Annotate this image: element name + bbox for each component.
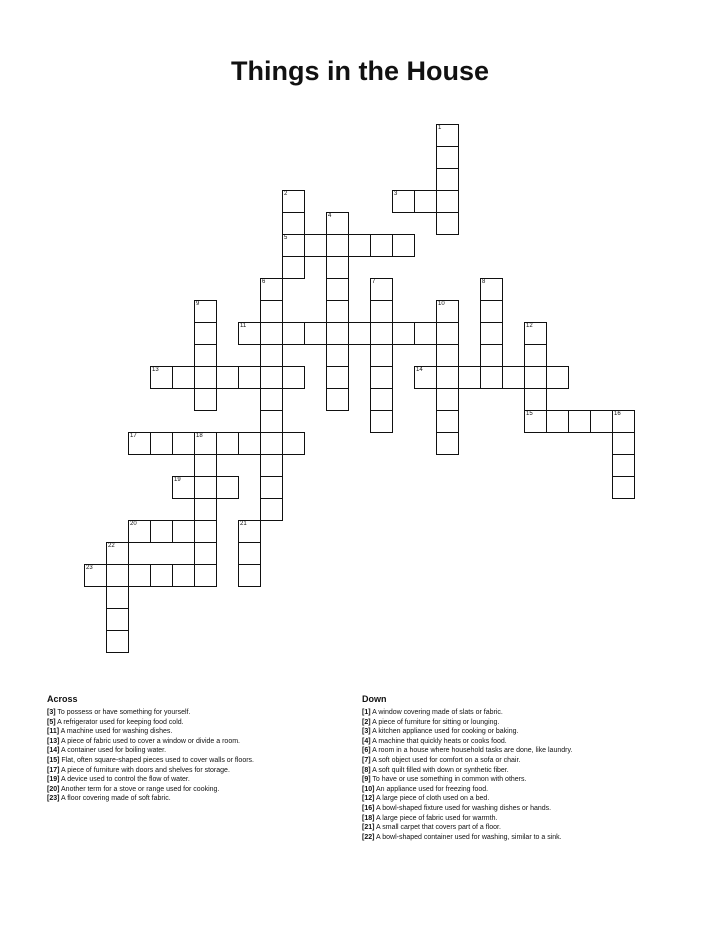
grid-cell[interactable] [238,432,261,455]
grid-cell[interactable] [150,432,173,455]
clue-text: Another term for a stove or range used for cooking. [59,785,220,793]
across-clue [47,775,254,785]
grid-cell[interactable] [392,190,415,213]
grid-cell[interactable] [568,410,591,433]
clue-text: A window covering made of slats or fabric. [370,709,503,716]
clue-number: 23 [86,565,93,571]
clue-number: 2 [284,191,288,197]
grid-cell[interactable] [84,564,107,587]
grid-cell[interactable] [260,388,283,411]
grid-cell[interactable] [194,454,217,477]
clue-text: A kitchen appliance used for cooking or baking. [370,728,519,736]
grid-cell[interactable] [326,388,349,411]
down-clue [362,804,572,814]
clue-num: [19] [47,776,60,784]
clue-text: A soft object used for comfort on a sofa or chair. [370,756,521,764]
grid-cell[interactable] [172,432,195,455]
grid-cell[interactable] [304,234,327,257]
clue-text: A soft quilt filled with down or synthetic fiber. [370,766,509,774]
grid-cell[interactable] [106,542,129,565]
grid-cell[interactable] [128,520,151,543]
grid-cell[interactable] [436,410,459,433]
down-clue-list [362,708,572,842]
clue-number: 14 [416,367,423,373]
grid-cell[interactable] [282,234,305,257]
grid-cell[interactable] [260,300,283,323]
grid-cell[interactable] [524,344,547,367]
grid-cell[interactable] [436,124,459,147]
down-clue [362,756,572,766]
clue-text: A piece of furniture for sitting or lounging. [370,718,500,726]
down-clue [362,814,572,824]
grid-cell[interactable] [172,366,195,389]
across-clue [47,766,254,776]
clue-num: [16] [362,804,375,812]
down-clue [362,746,572,756]
grid-cell[interactable] [282,190,305,213]
grid-cell[interactable] [436,388,459,411]
grid-cell[interactable] [590,410,613,433]
clue-text: A refrigerator used for keeping food cold. [55,718,184,726]
down-clue [362,785,572,795]
clue-number: 5 [284,235,288,241]
grid-cell[interactable] [480,278,503,301]
clue-text: An appliance used for freezing food. [374,785,489,793]
grid-cell[interactable] [326,256,349,279]
clue-number: 21 [240,521,247,527]
clue-num: [10] [362,785,375,793]
clue-number: 10 [438,301,445,307]
clue-number: 22 [108,543,115,549]
grid-cell[interactable] [194,476,217,499]
grid-cell[interactable] [128,432,151,455]
clue-num: [21] [362,824,375,832]
grid-cell[interactable] [436,168,459,191]
grid-cell[interactable] [436,146,459,169]
grid-cell[interactable] [106,586,129,609]
grid-cell[interactable] [436,300,459,323]
clue-text: A machine used for washing dishes. [59,728,173,736]
grid-cell[interactable] [106,564,129,587]
grid-cell[interactable] [194,498,217,521]
clue-num: [20] [47,785,60,793]
down-clue [362,794,572,804]
grid-cell[interactable] [260,410,283,433]
clue-number: 17 [130,433,137,439]
grid-cell[interactable] [436,212,459,235]
down-clue [362,718,572,728]
grid-cell[interactable] [480,366,503,389]
grid-cell[interactable] [326,234,349,257]
grid-cell[interactable] [392,322,415,345]
puzzle-title: Things in the House [230,56,489,86]
grid-cell[interactable] [260,454,283,477]
clue-number: 1 [438,125,442,131]
grid-cell[interactable] [326,322,349,345]
clue-text: A bowl-shaped fixture used for washing dishes or hands. [374,804,552,812]
grid-cell[interactable] [370,300,393,323]
grid-cell[interactable] [194,322,217,345]
grid-cell[interactable] [194,564,217,587]
across-clue [47,746,254,756]
grid-cell[interactable] [194,520,217,543]
clue-number: 16 [614,411,621,417]
grid-cell[interactable] [216,476,239,499]
grid-cell[interactable] [392,234,415,257]
clue-text: A piece of fabric used to cover a window or divide a room. [59,737,240,745]
grid-cell[interactable] [524,388,547,411]
grid-cell[interactable] [480,322,503,345]
clue-number: 15 [526,411,533,417]
grid-cell[interactable] [436,432,459,455]
grid-cell[interactable] [414,322,437,345]
clue-num: [1] [362,709,371,716]
across-clue [47,718,254,728]
grid-cell[interactable] [370,366,393,389]
grid-cell[interactable] [238,542,261,565]
grid-cell[interactable] [260,432,283,455]
grid-cell[interactable] [260,278,283,301]
grid-cell[interactable] [150,520,173,543]
grid-cell[interactable] [414,190,437,213]
clue-number: 9 [196,301,200,307]
clue-num: [18] [362,814,375,822]
clue-text: A room in a house where household tasks are done, like laundry. [370,747,573,755]
clue-num: [14] [47,747,60,755]
clue-text: A piece of furniture with doors and shelves for storage. [59,766,230,774]
clue-num: [3] [362,728,371,736]
clue-text: A bowl-shaped container used for washing, similar to a sink. [374,833,562,841]
clue-text: To have or use something in common with others. [370,776,527,784]
grid-cell[interactable] [282,256,305,279]
clue-text: A device used to control the flow of water. [59,776,190,784]
clue-number: 8 [482,279,486,285]
grid-cell[interactable] [238,366,261,389]
grid-cell[interactable] [260,322,283,345]
down-clue [362,833,572,843]
grid-cell[interactable] [414,366,437,389]
grid-cell[interactable] [260,476,283,499]
clue-number: 18 [196,433,203,439]
grid-cell[interactable] [524,366,547,389]
grid-cell[interactable] [238,564,261,587]
clue-number: 19 [174,477,181,483]
grid-cell[interactable] [172,520,195,543]
across-clue [47,785,254,795]
clue-num: [9] [362,776,371,784]
clue-number: 7 [372,279,376,285]
down-clue [362,727,572,737]
clue-number: 12 [526,323,533,329]
clue-text: A floor covering made of soft fabric. [59,795,171,803]
grid-cell[interactable] [612,432,635,455]
grid-cell[interactable] [260,498,283,521]
down-clue [362,775,572,785]
grid-cell[interactable] [326,300,349,323]
grid-cell[interactable] [172,564,195,587]
across-heading: Across [47,694,78,704]
across-clue [47,708,254,718]
clue-num: [13] [47,737,60,745]
clue-num: [2] [362,718,371,726]
grid-cell[interactable] [106,630,129,653]
grid-cell[interactable] [150,366,173,389]
clue-num: [15] [47,756,60,764]
grid-cell[interactable] [370,322,393,345]
across-clue [47,756,254,766]
grid-cell[interactable] [546,366,569,389]
clue-num: [4] [362,737,371,745]
grid-cell[interactable] [326,278,349,301]
down-clue [362,823,572,833]
clue-num: [12] [362,795,375,803]
clue-num: [7] [362,756,371,764]
across-clue [47,794,254,804]
down-clue [362,766,572,776]
grid-cell[interactable] [238,322,261,345]
clue-text: To possess or have something for yourself. [55,709,191,716]
grid-cell[interactable] [612,476,635,499]
grid-cell[interactable] [216,432,239,455]
grid-cell[interactable] [194,388,217,411]
grid-cell[interactable] [348,322,371,345]
grid-cell[interactable] [304,322,327,345]
clue-number: 3 [394,191,398,197]
grid-cell[interactable] [194,542,217,565]
clue-num: [8] [362,766,371,774]
grid-cell[interactable] [282,212,305,235]
clue-num: [11] [47,728,60,736]
grid-cell[interactable] [436,366,459,389]
clue-text: A large piece of fabric used for warmth. [374,814,498,822]
grid-cell[interactable] [370,234,393,257]
clue-num: [22] [362,833,375,841]
grid-cell[interactable] [524,410,547,433]
grid-cell[interactable] [194,432,217,455]
grid-cell[interactable] [194,300,217,323]
grid-cell[interactable] [612,454,635,477]
grid-cell[interactable] [524,322,547,345]
clue-text: Flat, often square-shaped pieces used to cover walls or floors. [59,756,254,764]
grid-cell[interactable] [326,344,349,367]
clue-number: 13 [152,367,159,373]
grid-cell[interactable] [480,344,503,367]
grid-cell[interactable] [216,366,239,389]
grid-cell[interactable] [282,366,305,389]
across-clue [47,727,254,737]
clue-number: 4 [328,213,332,219]
across-clue [47,737,254,747]
grid-cell[interactable] [260,366,283,389]
grid-cell[interactable] [172,476,195,499]
grid-cell[interactable] [238,520,261,543]
clue-number: 11 [240,323,247,329]
grid-cell[interactable] [150,564,173,587]
grid-cell[interactable] [436,322,459,345]
clue-num: [6] [362,747,371,755]
grid-cell[interactable] [458,366,481,389]
clue-number: 20 [130,521,137,527]
clue-text: A container used for boiling water. [59,747,167,755]
clue-text: A small carpet that covers part of a floor. [374,824,501,832]
clue-text: A machine that quickly heats or cooks food. [370,737,507,745]
grid-cell[interactable] [348,234,371,257]
grid-cell[interactable] [282,432,305,455]
grid-cell[interactable] [106,608,129,631]
grid-cell[interactable] [326,212,349,235]
clue-num: [17] [47,766,60,774]
grid-cell[interactable] [260,344,283,367]
down-clue [362,737,572,747]
clue-num: [5] [47,718,56,726]
grid-cell[interactable] [436,344,459,367]
grid-cell[interactable] [282,322,305,345]
grid-cell[interactable] [370,344,393,367]
across-clue-list [47,708,254,804]
down-clue [362,708,572,718]
grid-cell[interactable] [502,366,525,389]
grid-cell[interactable] [480,300,503,323]
grid-cell[interactable] [194,366,217,389]
clue-num: [3] [47,709,56,716]
grid-cell[interactable] [370,410,393,433]
clue-num: [23] [47,795,60,803]
grid-cell[interactable] [370,278,393,301]
grid-cell[interactable] [436,190,459,213]
clue-text: A large piece of cloth used on a bed. [374,795,490,803]
grid-cell[interactable] [194,344,217,367]
grid-cell[interactable] [128,564,151,587]
grid-cell[interactable] [326,366,349,389]
grid-cell[interactable] [370,388,393,411]
down-heading: Down [362,694,387,704]
grid-cell[interactable] [546,410,569,433]
grid-cell[interactable] [612,410,635,433]
clue-number: 6 [262,279,266,285]
